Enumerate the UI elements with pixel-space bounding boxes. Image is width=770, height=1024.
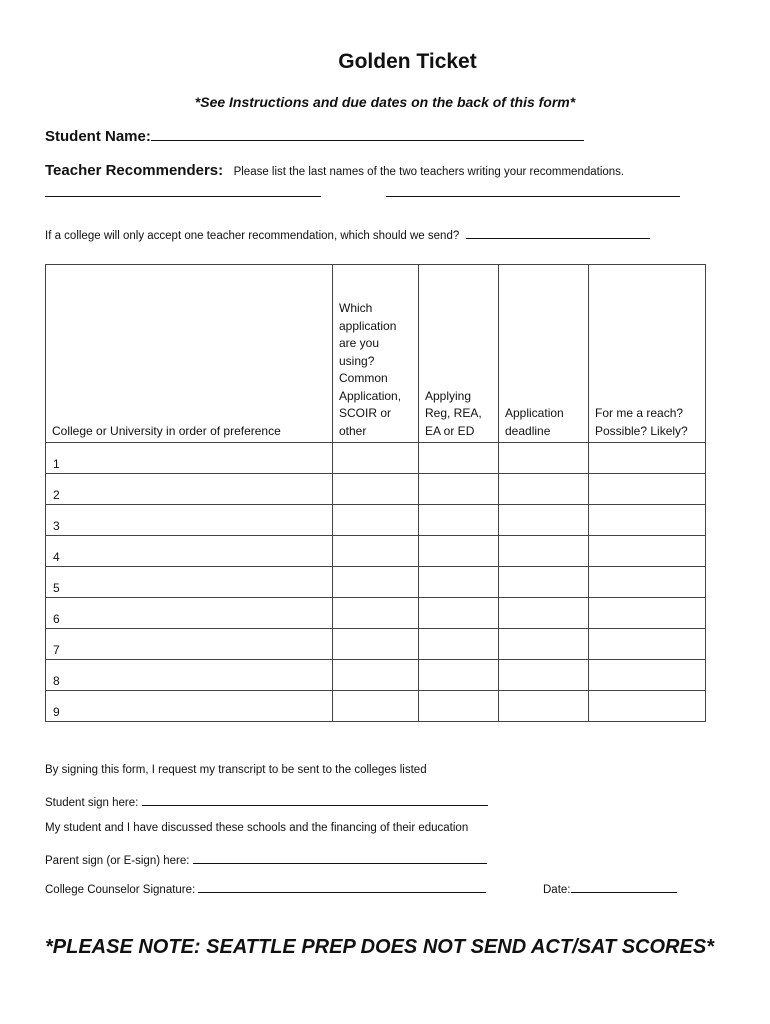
student-sign-label: Student sign here: [45, 797, 139, 809]
table-row [46, 474, 706, 505]
table-row [46, 598, 706, 629]
table-row [46, 629, 706, 660]
col-header-applying: Applying Reg, REA, EA or ED [419, 265, 499, 443]
col-header-college: College or University in order of preference [46, 265, 333, 443]
teacher-recommenders-row [45, 162, 624, 180]
row-number[interactable]: 3 [46, 505, 333, 536]
parent-sign-label: Parent sign (or E-sign) here: [45, 855, 190, 867]
parent-sign-row [45, 851, 487, 867]
student-sign-field[interactable] [142, 793, 488, 806]
one-teacher-field[interactable] [466, 226, 650, 239]
table-row [46, 660, 706, 691]
table-row [46, 691, 706, 722]
teacher-instructions: Please list the last names of the two teachers writing your recommendations. [233, 166, 625, 178]
parent-sign-field[interactable] [193, 851, 487, 864]
transcript-statement: By signing this form, I request my transcript to be sent to the colleges listed [45, 764, 427, 776]
row-number[interactable]: 4 [46, 536, 333, 567]
date-label: Date: [543, 884, 571, 896]
one-teacher-row [45, 226, 650, 242]
row-number[interactable]: 2 [46, 474, 333, 505]
table-row [46, 567, 706, 598]
teacher-1-field[interactable] [45, 196, 321, 197]
row-number[interactable]: 6 [46, 598, 333, 629]
col-header-deadline: Application deadline [499, 265, 589, 443]
date-field[interactable] [571, 880, 677, 893]
row-number[interactable]: 8 [46, 660, 333, 691]
col-header-reach: For me a reach? Possible? Likely? [589, 265, 706, 443]
counselor-sign-field[interactable] [198, 880, 486, 893]
table-header-row [46, 265, 706, 443]
date-row [543, 880, 677, 896]
form-title: Golden Ticket [338, 50, 477, 73]
student-name-label: Student Name: [45, 128, 151, 145]
act-sat-note: *PLEASE NOTE: SEATTLE PREP DOES NOT SEND ACT/SAT SCORES* [45, 936, 714, 958]
row-number[interactable]: 9 [46, 691, 333, 722]
col-header-application: Which application are you using? Common Application, SCOIR or other [333, 265, 419, 443]
table-row [46, 536, 706, 567]
student-name-row [45, 128, 584, 146]
form-subtitle: *See Instructions and due dates on the back of this form* [194, 94, 576, 110]
table-row [46, 505, 706, 536]
table-row [46, 443, 706, 474]
row-number[interactable]: 1 [46, 443, 333, 474]
counselor-sign-label: College Counselor Signature: [45, 884, 196, 896]
student-sign-row [45, 793, 488, 809]
student-name-field[interactable] [151, 128, 584, 141]
teacher-2-field[interactable] [386, 196, 680, 197]
one-teacher-question: If a college will only accept one teacher recommendation, which should we send? [45, 230, 460, 242]
row-number[interactable]: 5 [46, 567, 333, 598]
discussion-statement: My student and I have discussed these schools and the financing of their education [45, 822, 469, 834]
teacher-recommenders-label: Teacher Recommenders: [45, 162, 224, 179]
row-number[interactable]: 7 [46, 629, 333, 660]
college-preference-table [45, 264, 706, 722]
counselor-sign-row [45, 880, 486, 896]
